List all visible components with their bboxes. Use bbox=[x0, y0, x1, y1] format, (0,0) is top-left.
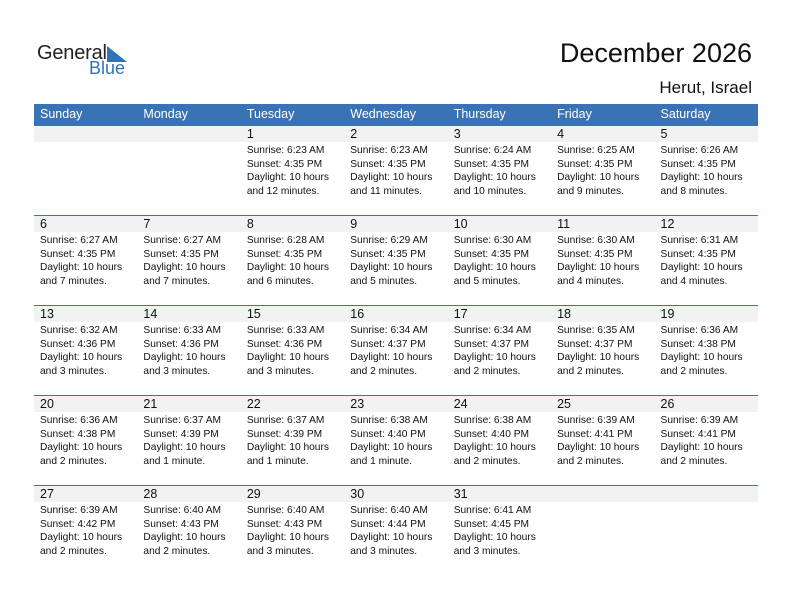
day-sunrise-text: Sunrise: 6:31 AM bbox=[660, 235, 739, 246]
day-number: 13 bbox=[40, 307, 54, 321]
day-sunset-text: Sunset: 4:39 PM bbox=[246, 428, 323, 440]
day-daylight1-text: Daylight: 10 hours bbox=[143, 532, 226, 543]
day-cell bbox=[137, 216, 240, 306]
week-row bbox=[34, 485, 758, 576]
brand-word-blue: Blue bbox=[89, 58, 126, 78]
day-sunset-text: Sunset: 4:35 PM bbox=[40, 248, 116, 260]
day-sun-info bbox=[454, 414, 536, 468]
day-number: 12 bbox=[660, 217, 675, 231]
day-sun-info bbox=[40, 504, 122, 558]
day-cell bbox=[344, 216, 447, 306]
day-number-band bbox=[137, 126, 240, 142]
weekday-monday: Monday bbox=[143, 107, 188, 121]
day-cell bbox=[137, 396, 240, 486]
day-sunset-text: Sunset: 4:35 PM bbox=[557, 248, 633, 260]
day-number-band bbox=[34, 216, 137, 232]
day-sun-info bbox=[40, 414, 122, 468]
day-number: 10 bbox=[453, 217, 468, 231]
day-sunrise-text: Sunrise: 6:28 AM bbox=[246, 235, 325, 246]
day-sunset-text: Sunset: 4:40 PM bbox=[350, 428, 426, 440]
day-daylight1-text: Daylight: 10 hours bbox=[40, 442, 123, 453]
day-number: 25 bbox=[557, 397, 572, 411]
day-sun-info bbox=[661, 234, 743, 288]
empty-day-cell bbox=[551, 486, 654, 576]
day-number: 5 bbox=[660, 127, 668, 141]
weekday-saturday: Saturday bbox=[660, 107, 711, 121]
day-number: 21 bbox=[143, 397, 158, 411]
day-number: 29 bbox=[246, 487, 261, 501]
day-daylight1-text: Daylight: 10 hours bbox=[660, 172, 743, 183]
day-number: 2 bbox=[350, 127, 358, 141]
day-daylight2-text: and 1 minute. bbox=[143, 455, 206, 467]
day-daylight1-text: Daylight: 10 hours bbox=[557, 172, 640, 183]
day-sun-info bbox=[143, 414, 225, 468]
day-daylight2-text: and 5 minutes. bbox=[453, 275, 521, 287]
day-daylight2-text: and 3 minutes. bbox=[246, 365, 314, 377]
day-daylight1-text: Daylight: 10 hours bbox=[557, 442, 640, 453]
day-daylight1-text: Daylight: 10 hours bbox=[453, 172, 536, 183]
day-daylight2-text: and 2 minutes. bbox=[557, 455, 624, 467]
day-daylight2-text: and 8 minutes. bbox=[660, 185, 728, 197]
day-sun-info bbox=[350, 414, 432, 468]
day-number: 22 bbox=[246, 397, 261, 411]
day-sunset-text: Sunset: 4:45 PM bbox=[453, 518, 530, 530]
day-sunset-text: Sunset: 4:36 PM bbox=[143, 338, 219, 350]
day-number: 8 bbox=[246, 217, 254, 231]
day-sunrise-text: Sunrise: 6:32 AM bbox=[40, 325, 118, 336]
weekday-header bbox=[34, 104, 758, 125]
day-cell bbox=[34, 396, 137, 486]
day-daylight1-text: Daylight: 10 hours bbox=[143, 442, 226, 453]
day-number-band bbox=[241, 216, 344, 232]
day-daylight1-text: Daylight: 10 hours bbox=[350, 532, 433, 543]
week-row bbox=[34, 125, 758, 216]
day-sun-info bbox=[143, 324, 225, 378]
day-daylight1-text: Daylight: 10 hours bbox=[350, 442, 433, 453]
day-number-band bbox=[241, 126, 344, 142]
day-sunset-text: Sunset: 4:37 PM bbox=[453, 338, 530, 350]
day-cell bbox=[448, 486, 551, 576]
day-daylight2-text: and 11 minutes. bbox=[350, 185, 423, 197]
day-daylight2-text: and 2 minutes. bbox=[40, 545, 107, 557]
day-sunrise-text: Sunrise: 6:25 AM bbox=[557, 145, 635, 156]
day-number: 14 bbox=[143, 307, 158, 321]
day-sunset-text: Sunset: 4:35 PM bbox=[453, 158, 530, 170]
day-sunrise-text: Sunrise: 6:37 AM bbox=[143, 415, 222, 426]
day-daylight1-text: Daylight: 10 hours bbox=[557, 262, 640, 273]
day-daylight2-text: and 9 minutes. bbox=[557, 185, 624, 197]
day-daylight2-text: and 7 minutes. bbox=[143, 275, 211, 287]
day-number: 27 bbox=[40, 487, 54, 501]
day-sun-info bbox=[454, 504, 536, 558]
day-number: 3 bbox=[453, 127, 461, 141]
day-sunrise-text: Sunrise: 6:39 AM bbox=[660, 415, 739, 426]
day-sun-info bbox=[350, 234, 432, 288]
calendar-location: Herut, Israel bbox=[659, 78, 752, 97]
day-sun-info bbox=[247, 504, 329, 558]
day-daylight2-text: and 12 minutes. bbox=[246, 185, 320, 197]
day-daylight2-text: and 2 minutes. bbox=[557, 365, 624, 377]
day-sunrise-text: Sunrise: 6:34 AM bbox=[350, 325, 428, 336]
day-number: 17 bbox=[453, 307, 468, 321]
day-cell bbox=[655, 216, 758, 306]
week-row bbox=[34, 395, 758, 486]
weekday-thursday: Thursday bbox=[453, 107, 506, 121]
day-cell bbox=[344, 126, 447, 216]
day-daylight2-text: and 2 minutes. bbox=[660, 455, 728, 467]
day-cell bbox=[241, 306, 344, 396]
day-cell bbox=[551, 396, 654, 486]
day-sunrise-text: Sunrise: 6:34 AM bbox=[453, 325, 532, 336]
day-number-band bbox=[655, 126, 758, 142]
day-number: 19 bbox=[660, 307, 675, 321]
day-sunrise-text: Sunrise: 6:23 AM bbox=[246, 145, 325, 156]
day-daylight2-text: and 2 minutes. bbox=[143, 545, 211, 557]
day-daylight1-text: Daylight: 10 hours bbox=[40, 532, 123, 543]
empty-day-cell bbox=[137, 126, 240, 216]
day-sun-info bbox=[350, 144, 432, 198]
day-sunset-text: Sunset: 4:36 PM bbox=[246, 338, 323, 350]
day-sun-info bbox=[454, 324, 536, 378]
day-cell bbox=[137, 306, 240, 396]
day-daylight1-text: Daylight: 10 hours bbox=[246, 352, 329, 363]
day-number-band bbox=[344, 216, 447, 232]
day-sunset-text: Sunset: 4:39 PM bbox=[143, 428, 219, 440]
week-row bbox=[34, 305, 758, 396]
week-row bbox=[34, 215, 758, 306]
day-number: 26 bbox=[660, 397, 675, 411]
day-sunrise-text: Sunrise: 6:23 AM bbox=[350, 145, 428, 156]
day-daylight1-text: Daylight: 10 hours bbox=[350, 352, 433, 363]
day-sunrise-text: Sunrise: 6:30 AM bbox=[557, 235, 635, 246]
day-daylight2-text: and 1 minute. bbox=[350, 455, 412, 467]
day-daylight2-text: and 3 minutes. bbox=[143, 365, 211, 377]
day-number-band bbox=[137, 216, 240, 232]
day-sun-info bbox=[247, 324, 329, 378]
day-daylight1-text: Daylight: 10 hours bbox=[350, 172, 433, 183]
day-number: 11 bbox=[557, 217, 571, 231]
day-number: 23 bbox=[350, 397, 365, 411]
day-cell bbox=[344, 306, 447, 396]
day-sun-info bbox=[557, 234, 639, 288]
day-cell bbox=[448, 396, 551, 486]
day-sunrise-text: Sunrise: 6:40 AM bbox=[143, 505, 222, 516]
day-daylight2-text: and 2 minutes. bbox=[40, 455, 107, 467]
day-daylight2-text: and 3 minutes. bbox=[246, 545, 314, 557]
day-sun-info bbox=[661, 414, 743, 468]
weekday-sunday: Sunday bbox=[40, 107, 83, 121]
day-daylight1-text: Daylight: 10 hours bbox=[143, 262, 226, 273]
day-sunrise-text: Sunrise: 6:29 AM bbox=[350, 235, 428, 246]
day-daylight1-text: Daylight: 10 hours bbox=[40, 262, 123, 273]
day-sun-info bbox=[557, 324, 639, 378]
day-cell bbox=[241, 486, 344, 576]
day-sun-info bbox=[143, 504, 225, 558]
weekday-tuesday: Tuesday bbox=[246, 107, 295, 121]
day-daylight2-text: and 2 minutes. bbox=[453, 455, 521, 467]
day-daylight2-text: and 4 minutes. bbox=[660, 275, 728, 287]
day-sunset-text: Sunset: 4:36 PM bbox=[40, 338, 116, 350]
day-number: 28 bbox=[143, 487, 158, 501]
day-daylight1-text: Daylight: 10 hours bbox=[453, 352, 536, 363]
day-sunrise-text: Sunrise: 6:30 AM bbox=[453, 235, 532, 246]
day-cell bbox=[344, 486, 447, 576]
day-sunrise-text: Sunrise: 6:40 AM bbox=[350, 505, 428, 516]
day-number: 24 bbox=[453, 397, 468, 411]
day-sunset-text: Sunset: 4:43 PM bbox=[246, 518, 323, 530]
day-daylight1-text: Daylight: 10 hours bbox=[660, 442, 743, 453]
day-daylight2-text: and 2 minutes. bbox=[350, 365, 418, 377]
day-sunrise-text: Sunrise: 6:27 AM bbox=[40, 235, 118, 246]
day-number: 20 bbox=[40, 397, 54, 411]
day-daylight2-text: and 2 minutes. bbox=[660, 365, 728, 377]
day-sunset-text: Sunset: 4:35 PM bbox=[557, 158, 633, 170]
day-daylight1-text: Daylight: 10 hours bbox=[557, 352, 640, 363]
day-sunset-text: Sunset: 4:35 PM bbox=[350, 248, 426, 260]
day-cell bbox=[241, 126, 344, 216]
day-number-band bbox=[34, 126, 137, 142]
day-number: 15 bbox=[246, 307, 261, 321]
day-number: 7 bbox=[143, 217, 151, 231]
day-sunset-text: Sunset: 4:35 PM bbox=[660, 248, 736, 260]
day-daylight1-text: Daylight: 10 hours bbox=[40, 352, 123, 363]
day-sunrise-text: Sunrise: 6:37 AM bbox=[246, 415, 325, 426]
day-cell bbox=[551, 216, 654, 306]
day-sunset-text: Sunset: 4:43 PM bbox=[143, 518, 219, 530]
day-sunrise-text: Sunrise: 6:39 AM bbox=[557, 415, 635, 426]
brand-logo bbox=[37, 42, 137, 82]
day-number: 4 bbox=[557, 127, 565, 141]
day-daylight2-text: and 7 minutes. bbox=[40, 275, 107, 287]
day-sun-info bbox=[454, 144, 536, 198]
day-number-band bbox=[344, 126, 447, 142]
day-cell bbox=[241, 396, 344, 486]
day-sunset-text: Sunset: 4:35 PM bbox=[453, 248, 530, 260]
day-sun-info bbox=[454, 234, 536, 288]
day-cell bbox=[137, 486, 240, 576]
day-daylight2-text: and 3 minutes. bbox=[453, 545, 521, 557]
day-cell bbox=[241, 216, 344, 306]
day-cell bbox=[344, 396, 447, 486]
day-sunrise-text: Sunrise: 6:36 AM bbox=[660, 325, 739, 336]
day-sunrise-text: Sunrise: 6:36 AM bbox=[40, 415, 118, 426]
day-daylight1-text: Daylight: 10 hours bbox=[246, 262, 329, 273]
day-number-band bbox=[448, 126, 551, 142]
day-sunset-text: Sunset: 4:40 PM bbox=[453, 428, 530, 440]
day-sun-info bbox=[350, 504, 432, 558]
day-number: 16 bbox=[350, 307, 365, 321]
day-daylight1-text: Daylight: 10 hours bbox=[246, 172, 329, 183]
day-sunrise-text: Sunrise: 6:41 AM bbox=[453, 505, 532, 516]
day-daylight1-text: Daylight: 10 hours bbox=[246, 532, 329, 543]
day-daylight1-text: Daylight: 10 hours bbox=[660, 262, 743, 273]
day-sunset-text: Sunset: 4:35 PM bbox=[143, 248, 219, 260]
brand-word-general: General bbox=[37, 42, 107, 64]
day-daylight1-text: Daylight: 10 hours bbox=[143, 352, 226, 363]
day-sunrise-text: Sunrise: 6:38 AM bbox=[453, 415, 532, 426]
day-sunset-text: Sunset: 4:38 PM bbox=[40, 428, 116, 440]
day-sun-info bbox=[661, 324, 743, 378]
day-sun-info bbox=[143, 234, 225, 288]
day-number: 6 bbox=[40, 217, 47, 231]
day-number: 1 bbox=[246, 127, 254, 141]
day-number: 30 bbox=[350, 487, 365, 501]
day-daylight2-text: and 3 minutes. bbox=[40, 365, 107, 377]
day-sun-info bbox=[350, 324, 432, 378]
day-daylight1-text: Daylight: 10 hours bbox=[350, 262, 433, 273]
day-daylight2-text: and 10 minutes. bbox=[453, 185, 527, 197]
day-sun-info bbox=[247, 144, 329, 198]
day-daylight2-text: and 5 minutes. bbox=[350, 275, 418, 287]
day-daylight1-text: Daylight: 10 hours bbox=[246, 442, 329, 453]
day-daylight1-text: Daylight: 10 hours bbox=[660, 352, 743, 363]
day-sunset-text: Sunset: 4:44 PM bbox=[350, 518, 426, 530]
day-number: 9 bbox=[350, 217, 358, 231]
day-cell bbox=[655, 396, 758, 486]
day-sunrise-text: Sunrise: 6:39 AM bbox=[40, 505, 118, 516]
day-daylight1-text: Daylight: 10 hours bbox=[453, 532, 536, 543]
day-sunrise-text: Sunrise: 6:26 AM bbox=[660, 145, 739, 156]
day-sunrise-text: Sunrise: 6:33 AM bbox=[246, 325, 325, 336]
day-daylight2-text: and 2 minutes. bbox=[453, 365, 521, 377]
calendar-title: December 2026 bbox=[559, 38, 752, 68]
day-cell bbox=[551, 126, 654, 216]
weekday-friday: Friday bbox=[557, 107, 592, 121]
day-sunset-text: Sunset: 4:35 PM bbox=[246, 158, 323, 170]
day-sun-info bbox=[247, 414, 329, 468]
day-number: 18 bbox=[557, 307, 572, 321]
day-sunset-text: Sunset: 4:37 PM bbox=[557, 338, 633, 350]
day-sunset-text: Sunset: 4:41 PM bbox=[660, 428, 736, 440]
empty-day-cell bbox=[34, 126, 137, 216]
weekday-wednesday: Wednesday bbox=[350, 107, 417, 121]
day-sunset-text: Sunset: 4:38 PM bbox=[660, 338, 736, 350]
day-sun-info bbox=[557, 414, 639, 468]
day-sunset-text: Sunset: 4:42 PM bbox=[40, 518, 116, 530]
day-cell bbox=[448, 126, 551, 216]
day-daylight1-text: Daylight: 10 hours bbox=[453, 262, 536, 273]
day-sun-info bbox=[661, 144, 743, 198]
day-daylight2-text: and 1 minute. bbox=[246, 455, 309, 467]
day-sun-info bbox=[40, 324, 122, 378]
day-cell bbox=[655, 306, 758, 396]
empty-day-cell bbox=[655, 486, 758, 576]
day-sunset-text: Sunset: 4:41 PM bbox=[557, 428, 633, 440]
day-number-band bbox=[551, 486, 654, 502]
day-number: 31 bbox=[453, 487, 468, 501]
day-daylight1-text: Daylight: 10 hours bbox=[453, 442, 536, 453]
day-daylight2-text: and 6 minutes. bbox=[246, 275, 314, 287]
day-number-band bbox=[655, 486, 758, 502]
day-sunset-text: Sunset: 4:37 PM bbox=[350, 338, 426, 350]
day-sunrise-text: Sunrise: 6:24 AM bbox=[453, 145, 532, 156]
day-cell bbox=[448, 216, 551, 306]
day-sun-info bbox=[247, 234, 329, 288]
day-sunrise-text: Sunrise: 6:33 AM bbox=[143, 325, 222, 336]
day-cell bbox=[34, 216, 137, 306]
day-sunset-text: Sunset: 4:35 PM bbox=[350, 158, 426, 170]
day-cell bbox=[448, 306, 551, 396]
day-number-band bbox=[551, 126, 654, 142]
day-sunrise-text: Sunrise: 6:40 AM bbox=[246, 505, 325, 516]
day-cell bbox=[551, 306, 654, 396]
day-cell bbox=[34, 486, 137, 576]
day-sunset-text: Sunset: 4:35 PM bbox=[246, 248, 323, 260]
day-sunrise-text: Sunrise: 6:27 AM bbox=[143, 235, 222, 246]
day-sunrise-text: Sunrise: 6:38 AM bbox=[350, 415, 428, 426]
day-sunset-text: Sunset: 4:35 PM bbox=[660, 158, 736, 170]
day-cell bbox=[655, 126, 758, 216]
day-sun-info bbox=[557, 144, 639, 198]
day-cell bbox=[34, 306, 137, 396]
day-sun-info bbox=[40, 234, 122, 288]
day-daylight2-text: and 4 minutes. bbox=[557, 275, 624, 287]
day-daylight2-text: and 3 minutes. bbox=[350, 545, 418, 557]
day-sunrise-text: Sunrise: 6:35 AM bbox=[557, 325, 635, 336]
